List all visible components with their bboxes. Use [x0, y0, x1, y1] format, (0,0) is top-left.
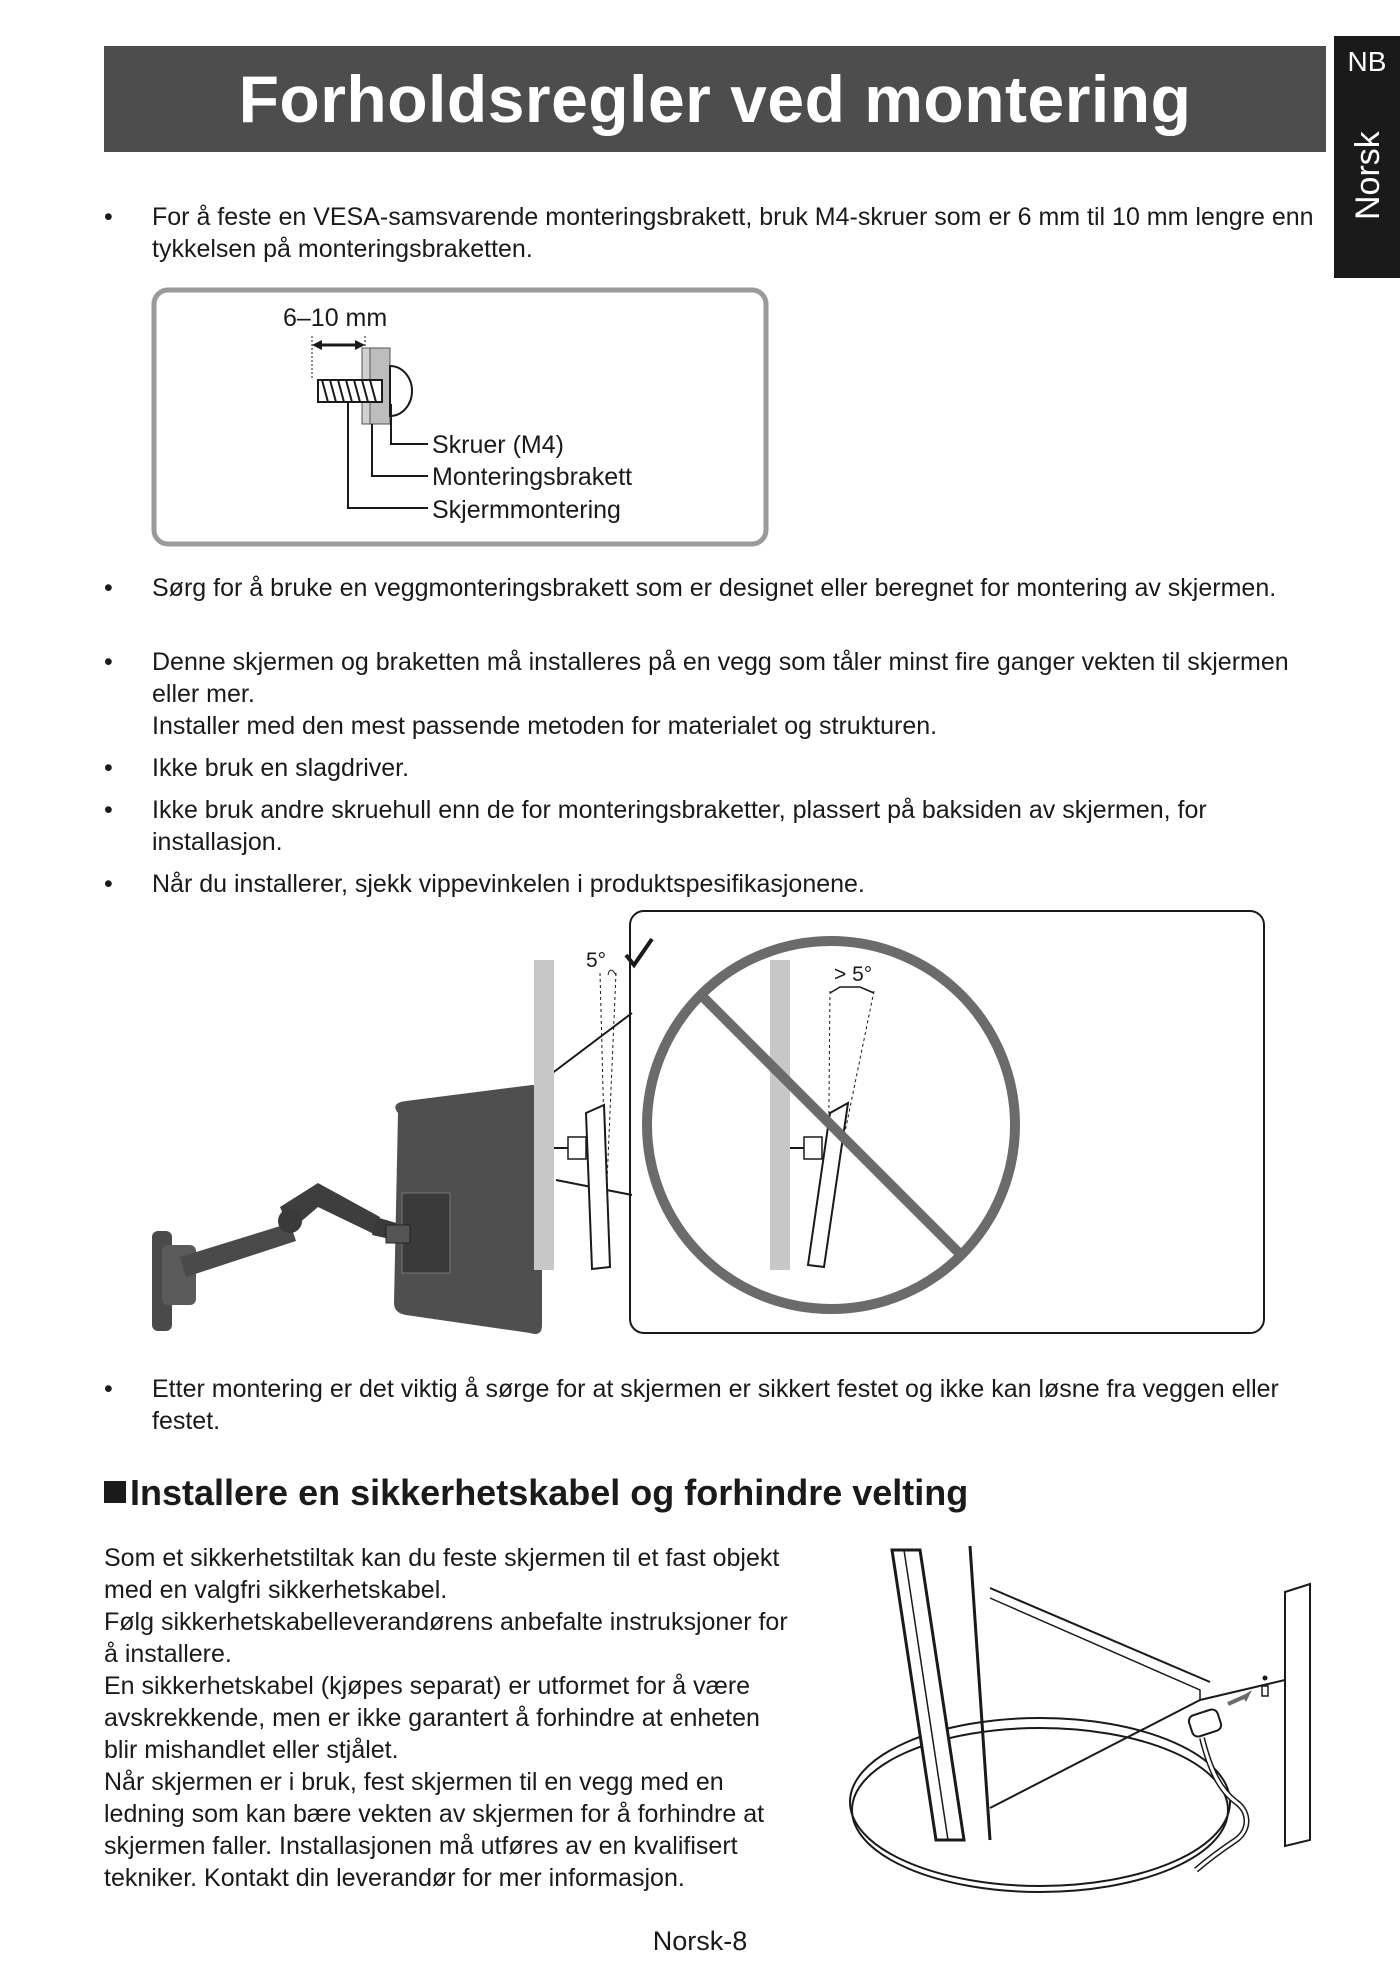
bullet-item	[104, 572, 1314, 604]
bullet-dot: •	[104, 754, 113, 782]
bullet-dot: •	[104, 870, 113, 898]
angle-label-ok: 5°	[586, 949, 607, 972]
paragraph-line: med en valgfri sikkerhetskabel.	[104, 1576, 448, 1604]
bullet-item	[104, 752, 1314, 784]
arrow-shaft	[1228, 1696, 1246, 1704]
display-bezel	[990, 1598, 1200, 1700]
dimension-label: 6–10 mm	[283, 304, 388, 332]
square-bullet-icon	[104, 1481, 126, 1503]
bullet-text: Ikke bruk en slagdriver.	[152, 754, 410, 782]
bullet-text: Sørg for å bruke en veggmonteringsbrakett som er designet eller beregnet for montering av skjermen.	[152, 574, 1277, 602]
bullet-dot: •	[104, 1375, 113, 1403]
bullet-dot: •	[104, 203, 113, 231]
bullet-item	[104, 646, 1314, 742]
bracket-side	[804, 1137, 822, 1159]
arm-joint	[278, 1209, 302, 1233]
paragraph-line: tekniker. Kontakt din leverandør for mer informasjon.	[104, 1864, 685, 1892]
bullet-text: For å feste en VESA-samsvarende monteringsbrakett, bruk M4-skruer som er 6 mm til 10 mm lengre enn tykkelsen på monteringsbraketten.	[152, 203, 1314, 263]
stand-base	[850, 1718, 1230, 1886]
arrow-head-left	[312, 340, 322, 350]
paragraph-line: avskrekkende, men er ikke garantert å forhindre at enheten	[104, 1704, 760, 1732]
bracket-side	[568, 1137, 586, 1159]
section-heading	[104, 1472, 968, 1514]
bullet-dot: •	[104, 648, 113, 676]
tilt-diagram	[140, 905, 1280, 1345]
wall-left	[534, 960, 554, 1270]
page-number: Norsk-8	[652, 1926, 748, 1956]
language-code: NB	[1347, 46, 1387, 77]
arm-lower	[180, 1223, 296, 1277]
wall-arm-monitor	[152, 1085, 542, 1334]
wall-right	[770, 960, 790, 1270]
bullet-text-continued: Installer med den mest passende metoden for materialet og strukturen.	[152, 712, 938, 740]
paragraph-line: blir mishandlet eller stjålet.	[104, 1736, 399, 1764]
bullet-dot: •	[104, 574, 113, 602]
bullet-item	[104, 1373, 1314, 1437]
leader-line	[372, 424, 428, 476]
bullet-text: Når du installerer, sjekk vippevinkelen i produktspesifikasjonene.	[152, 870, 865, 898]
display-side	[1285, 1584, 1310, 1846]
display-top-edge	[990, 1588, 1210, 1682]
screw-diagram	[150, 286, 772, 548]
angle-arc	[608, 970, 616, 975]
paragraph-line: Følg sikkerhetskabelleverandørens anbefalte instruksjoner for	[104, 1608, 788, 1636]
paragraph-line: ledning som kan bære vekten av skjermen for å forhindre at	[104, 1800, 765, 1828]
page-title: Forholdsregler ved montering	[104, 46, 1326, 152]
paragraph-line: Når skjermen er i bruk, fest skjermen til en vegg med en	[104, 1768, 724, 1796]
language-tab	[1334, 36, 1400, 278]
angle-label-bad: > 5°	[834, 963, 873, 986]
bullet-item	[104, 868, 1314, 900]
bullet-text: Ikke bruk andre skruehull enn de for monteringsbraketter, plassert på baksiden av skjermen, for installasjon.	[152, 796, 1207, 856]
lock-slot	[1262, 1686, 1268, 1696]
section-heading-text: Installere en sikkerhetskabel og forhindre velting	[130, 1472, 969, 1513]
bullet-item	[104, 794, 1314, 858]
label-monitor-mount: Skjermmontering	[432, 496, 621, 524]
bullet-dot: •	[104, 796, 113, 824]
bullet-item	[104, 201, 1314, 265]
label-mounting-bracket: Monteringsbrakett	[432, 463, 633, 491]
paragraph-line: Som et sikkerhetstiltak kan du feste skjermen til et fast objekt	[104, 1544, 780, 1572]
label-screws: Skruer (M4)	[432, 431, 564, 459]
monitor-side	[586, 1105, 610, 1269]
section-paragraph	[104, 1542, 844, 1894]
mount-connector	[386, 1225, 410, 1243]
paragraph-line: En sikkerhetskabel (kjøpes separat) er utformet for å være	[104, 1672, 751, 1700]
bullet-text: Denne skjermen og braketten må installeres på en vegg som tåler minst fire ganger vekten til skjermen eller mer.	[152, 648, 1289, 708]
tilt-guide	[606, 973, 616, 1205]
lock-slot-dot	[1263, 1676, 1268, 1681]
paragraph-line: skjermen faller. Installasjonen må utføres av en kvalifisert	[104, 1832, 738, 1860]
cable-lock-icon	[1187, 1708, 1222, 1738]
screw-head	[390, 366, 412, 416]
security-cable-diagram	[840, 1540, 1340, 1900]
language-name: Norsk	[1349, 131, 1387, 220]
paragraph-line: å installere.	[104, 1640, 232, 1668]
bullet-text: Etter montering er det viktig å sørge for at skjermen er sikkert festet og ikke kan løsne fra veggen eller festet.	[152, 1375, 1279, 1435]
